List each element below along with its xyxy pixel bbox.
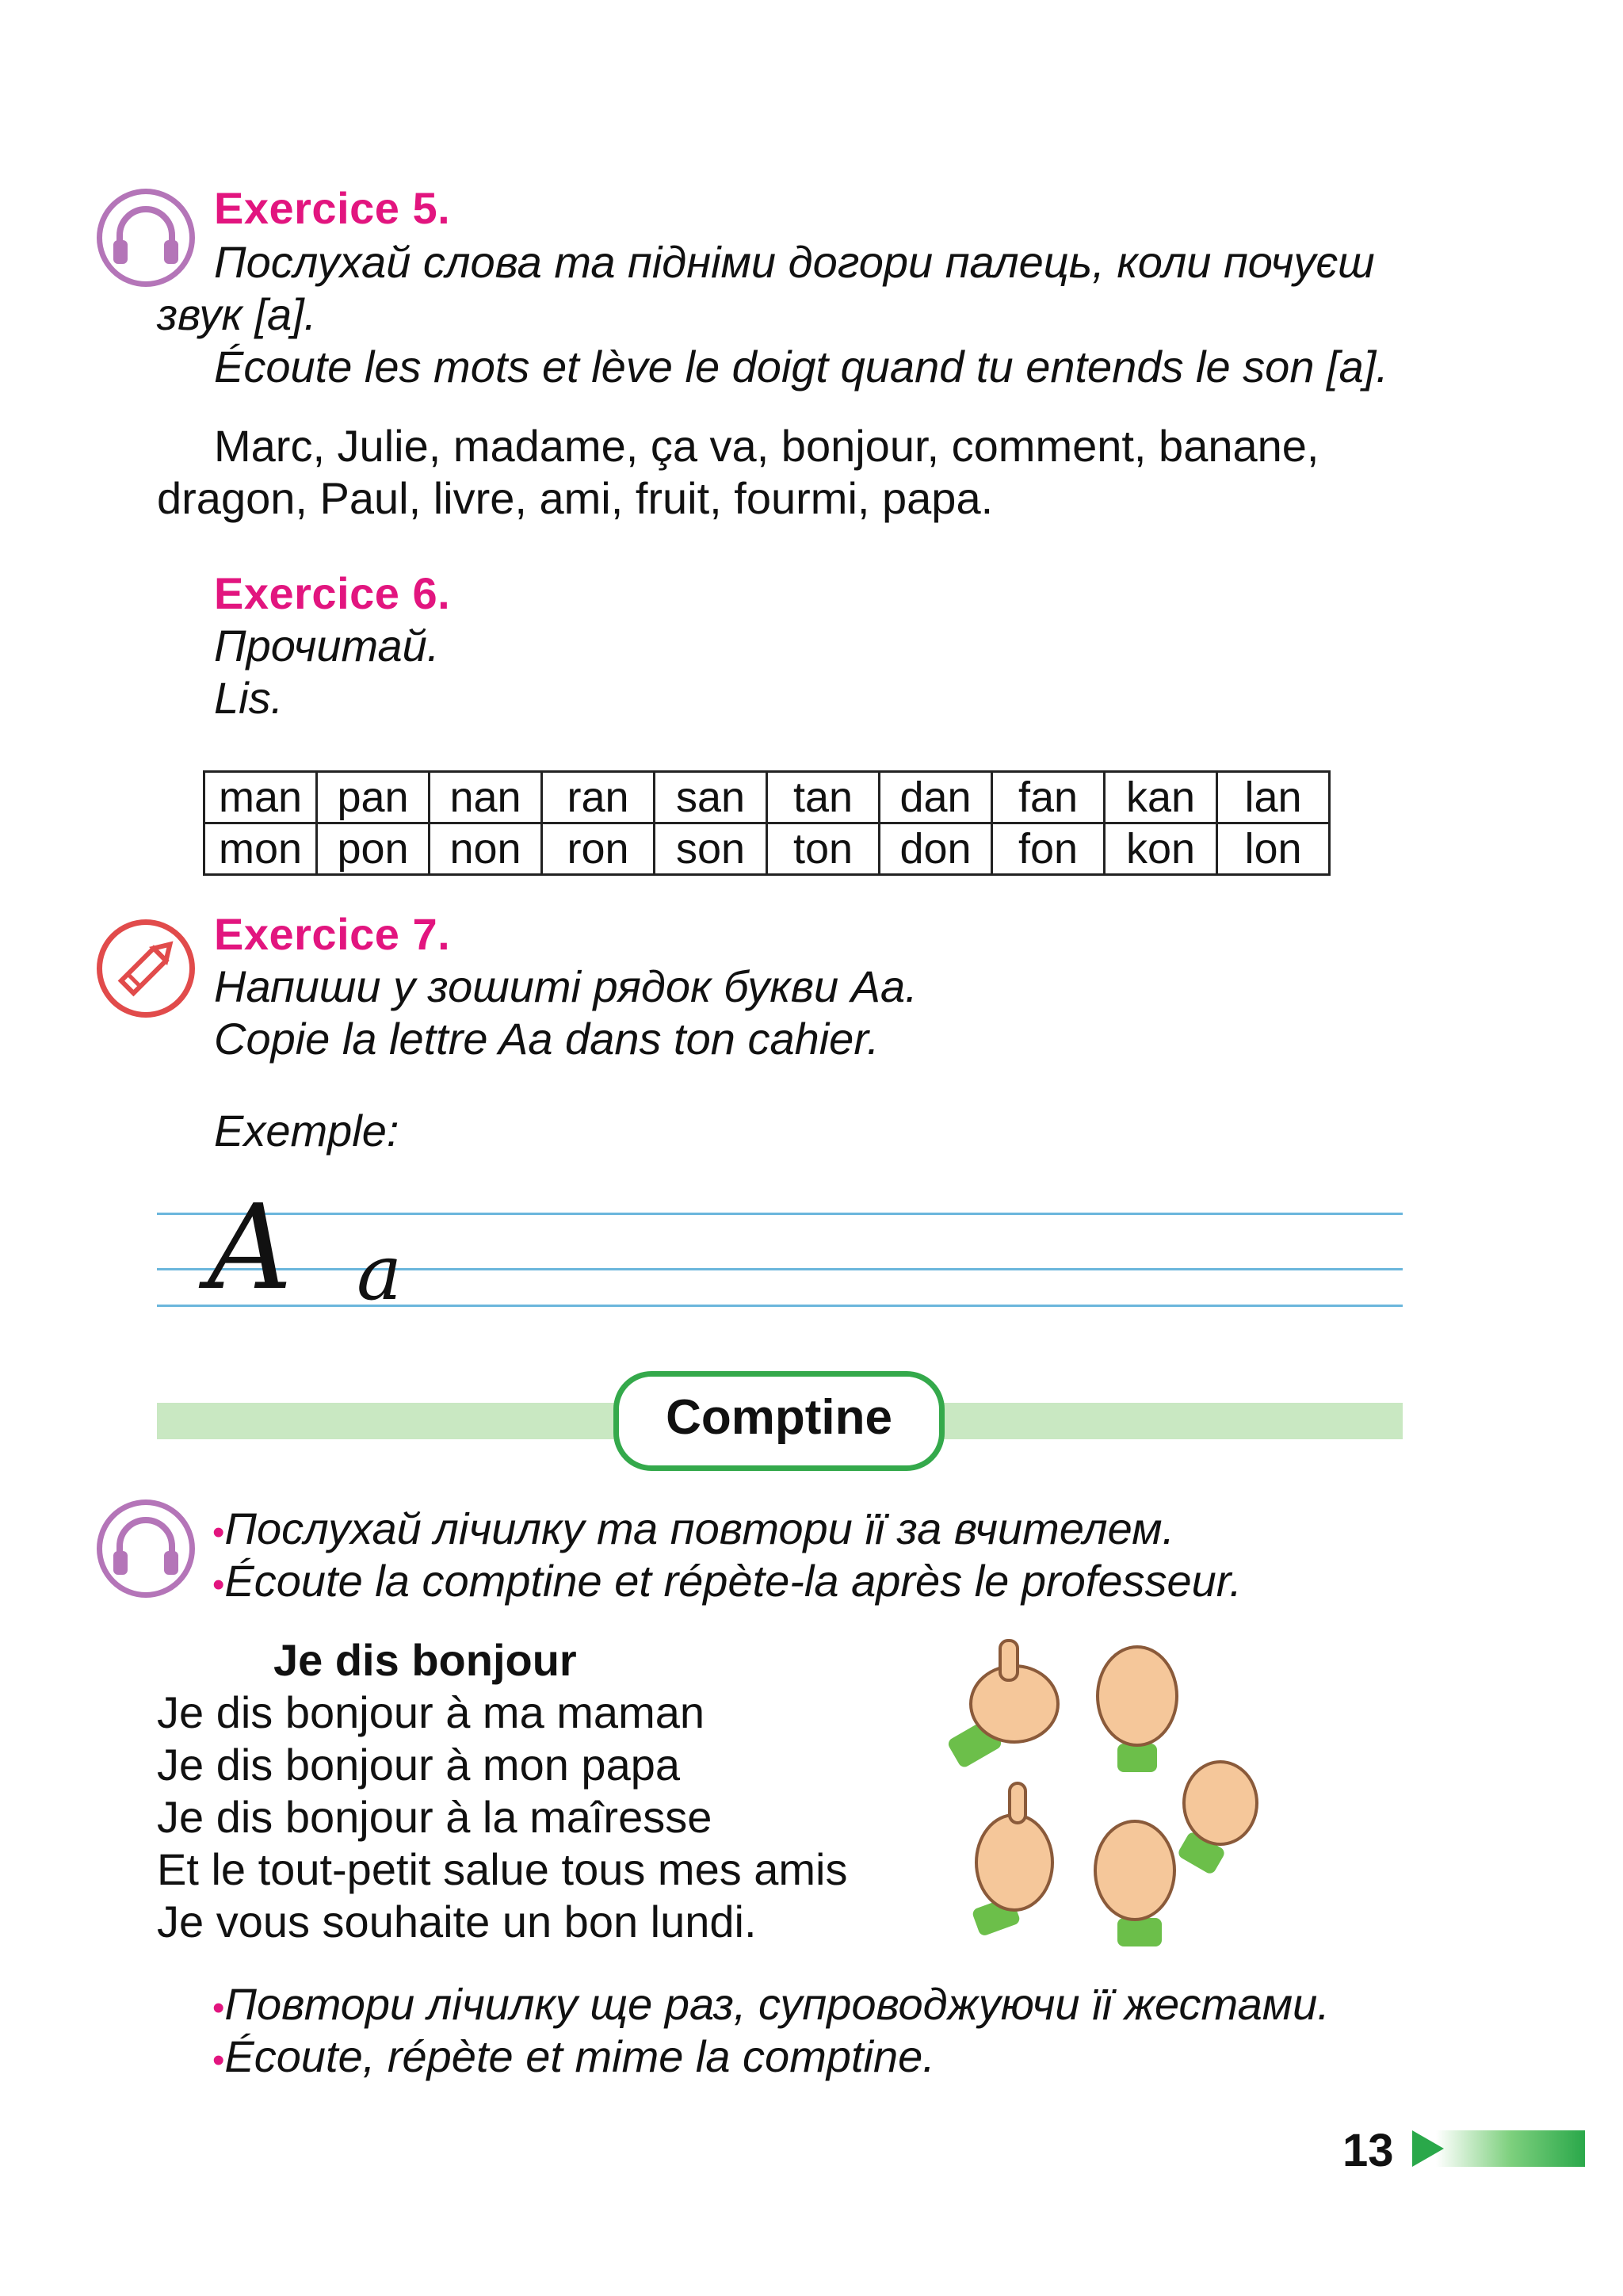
hand-illustration — [946, 1641, 1058, 1769]
section-band-right — [940, 1403, 1403, 1439]
exercise-5-instruction-uk-line2: звук [a]. — [157, 289, 317, 339]
exercise-5-words-line2: dragon, Paul, livre, ami, fruit, fourmi, papa. — [157, 473, 994, 523]
table-cell: mon — [204, 823, 317, 875]
bullet-listen-fr — [212, 1555, 1242, 1611]
table-cell: man — [204, 772, 317, 823]
section-band-left — [157, 1403, 617, 1439]
page-number: 13 — [1342, 2125, 1394, 2176]
bullet-text: Écoute la comptine et répète-la après le professeur. — [224, 1556, 1242, 1606]
table-cell: lan — [1217, 772, 1330, 823]
headphones-icon — [97, 1499, 195, 1598]
table-cell: non — [430, 823, 542, 875]
hand-illustration — [971, 1783, 1052, 1937]
poem-line: Et le tout-petit salue tous mes amis — [157, 1844, 848, 1894]
table-cell: fan — [992, 772, 1105, 823]
hand-illustration — [1098, 1647, 1177, 1772]
table-cell: ran — [542, 772, 655, 823]
exercise-7-instruction-fr: Copie la lettre Aa dans ton cahier. — [214, 1014, 880, 1064]
table-row — [204, 772, 1330, 823]
exercise-5-words-line1: Marc, Julie, madame, ça va, bonjour, comment, banane, — [214, 421, 1319, 471]
bullet-repeat-fr — [212, 2030, 935, 2087]
bullet-dot: • — [212, 1513, 225, 1552]
exercise-5-title: Exercice 5. — [214, 183, 451, 233]
table-cell: son — [655, 823, 767, 875]
bullet-text: Послухай лічилку та повтори її за вчителем. — [224, 1503, 1175, 1553]
exercise-6-instruction-uk: Прочитай. — [214, 621, 440, 670]
cursive-capital-a: A — [208, 1179, 292, 1316]
bullet-dot: • — [212, 1565, 225, 1604]
bullet-text: Écoute, répète et mime la comptine. — [224, 2031, 935, 2081]
table-cell: nan — [430, 772, 542, 823]
poem-title: Je dis bonjour — [273, 1635, 577, 1685]
table-cell: pan — [317, 772, 430, 823]
writing-line-top — [157, 1213, 1403, 1215]
bullet-listen-uk — [212, 1503, 1174, 1559]
hand-illustration — [1095, 1821, 1174, 1946]
poem-line: Je dis bonjour à ma maman — [157, 1687, 705, 1737]
table-cell: kan — [1105, 772, 1217, 823]
exercise-7-title: Exercice 7. — [214, 909, 451, 959]
hand-illustration — [1176, 1762, 1257, 1876]
headphones-icon — [97, 189, 195, 287]
table-cell: don — [880, 823, 992, 875]
table-row — [204, 823, 1330, 875]
exercise-6-title: Exercice 6. — [214, 568, 451, 618]
comptine-heading: Comptine — [613, 1371, 945, 1471]
bullet-dot: • — [212, 2041, 225, 2080]
table-cell: ron — [542, 823, 655, 875]
poem-line: Je vous souhaite un bon lundi. — [157, 1897, 757, 1946]
table-cell: ton — [767, 823, 880, 875]
bullet-dot: • — [212, 1988, 225, 2027]
bullet-repeat-uk — [212, 1978, 1330, 2034]
table-cell: lon — [1217, 823, 1330, 875]
cursive-small-a: a — [357, 1228, 403, 1317]
table-cell: pon — [317, 823, 430, 875]
exercise-5-instruction-uk-line1: Послухай слова та підніми догори палець, коли почуєш — [214, 237, 1375, 287]
page-arrow-icon — [1412, 2129, 1587, 2168]
bullet-text: Повтори лічилку ще раз, супроводжуючи її жестами. — [224, 1979, 1330, 2029]
table-cell: tan — [767, 772, 880, 823]
exercise-5-instruction-fr: Écoute les mots et lève le doigt quand tu entends le son [a]. — [214, 342, 1388, 392]
writing-line-bottom — [157, 1305, 1403, 1307]
table-cell: fon — [992, 823, 1105, 875]
table-cell: kon — [1105, 823, 1217, 875]
table-cell: dan — [880, 772, 992, 823]
poem-line: Je dis bonjour à mon papa — [157, 1740, 680, 1790]
syllable-table — [203, 770, 1331, 876]
pencil-icon — [97, 919, 195, 1018]
hands-illustration — [927, 1633, 1284, 1966]
table-cell: san — [655, 772, 767, 823]
exercise-6-instruction-fr: Lis. — [214, 673, 284, 723]
example-label: Exemple: — [214, 1106, 399, 1156]
exercise-7-instruction-uk: Напиши у зошиті рядок букви Aa. — [214, 961, 918, 1011]
poem-line: Je dis bonjour à la maîresse — [157, 1792, 712, 1842]
writing-line-middle — [157, 1268, 1403, 1270]
